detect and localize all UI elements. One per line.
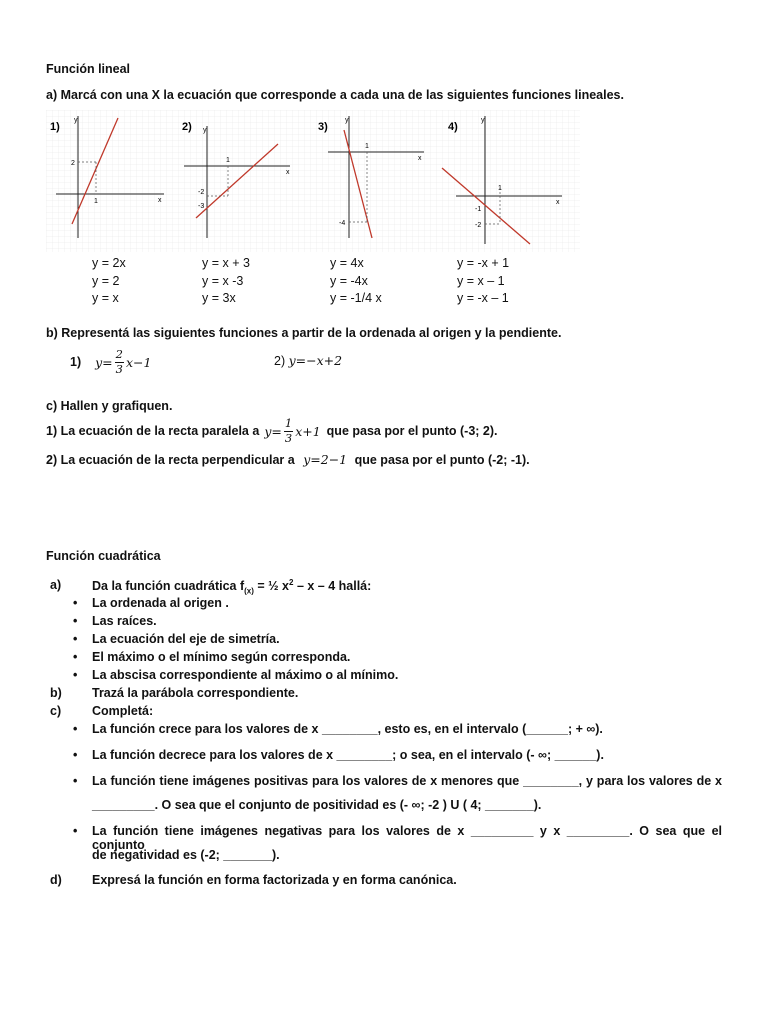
bullet-dot: • xyxy=(73,774,78,788)
graph-2-label: 2) xyxy=(182,121,192,133)
bullet-c-4-text: La función tiene imágenes negativas para los valores de x _________ y x _________. O sea que el conjunto xyxy=(92,824,722,852)
bullet-c-4 xyxy=(73,824,77,838)
graphs-svg xyxy=(46,110,580,252)
bullet-c-3-text: La función tiene imágenes positivas para los valores de x menores que ________, y para los valores de x xyxy=(92,774,722,788)
cuad-d-label: d) xyxy=(50,873,62,887)
bullet-c-2-text: La función decrece para los valores de x ________; o sea, en el intervalo (- ∞; ______). xyxy=(92,748,604,762)
bullet-dot: • xyxy=(73,614,78,628)
cuad-d-text: Expresá la función en forma factorizada y en forma canónica. xyxy=(92,873,457,887)
bullet-a-4 xyxy=(73,650,77,664)
bullet-c-4-cont: de negatividad es (-2; _______). xyxy=(92,848,280,862)
graph-1-axis-x: x xyxy=(158,197,162,204)
b-item-1 xyxy=(70,346,151,378)
bullet-dot: • xyxy=(73,632,78,646)
b1-num: 2 xyxy=(115,347,123,361)
bullet-a-4-text: El máximo o el mínimo según corresponda. xyxy=(92,650,351,664)
graph-3-axis-y: y xyxy=(345,117,349,124)
graph-4-axis-y: y xyxy=(481,117,485,124)
b1-den: 3 xyxy=(115,361,123,376)
cuad-c-text: Completá: xyxy=(92,704,154,718)
c1-den: 3 xyxy=(284,430,293,445)
graph-4-tick-y1: -1 xyxy=(475,206,482,213)
instruction-c: c) Hallen y grafiquen. xyxy=(46,399,173,413)
b1-fraction xyxy=(115,349,124,375)
option-3-3[interactable]: y = -1/4 x xyxy=(330,291,382,305)
graph-3-tick-y: -4 xyxy=(339,220,346,227)
graph-3-axis-x: x xyxy=(418,155,422,162)
cuad-b-label: b) xyxy=(50,686,62,700)
bullet-a-1 xyxy=(73,596,77,610)
cuad-c-label: c) xyxy=(50,704,62,718)
bullet-c-3 xyxy=(73,774,77,788)
bullet-dot: • xyxy=(73,596,78,610)
graph-2-axis-x: x xyxy=(286,169,290,176)
options-col-1 xyxy=(92,255,126,308)
cuad-a-label: a) xyxy=(50,578,62,592)
b1-label: 1) xyxy=(70,355,82,369)
c1-num: 1 xyxy=(284,416,293,430)
b2-label: 2) xyxy=(274,354,286,368)
graph-2-axis-y: y xyxy=(203,127,207,134)
b1-rhs: x−1 xyxy=(126,354,152,370)
cuad-a-post: – x – 4 hallá: xyxy=(293,579,372,594)
graph-4-axis-x: x xyxy=(556,199,560,206)
bullet-dot: • xyxy=(73,824,78,838)
bullet-a-2-text: Las raíces. xyxy=(92,614,157,628)
c-item-2 xyxy=(46,452,530,467)
grid-paper xyxy=(46,110,580,252)
graph-2-tick-y3: -3 xyxy=(198,203,205,210)
instruction-b: b) Representá las siguientes funciones a partir de la ordenada al origen y la pendiente. xyxy=(46,326,562,340)
bullet-a-5 xyxy=(73,668,77,682)
bullet-c-2 xyxy=(73,748,77,762)
graph-4-label: 4) xyxy=(448,121,458,133)
cuad-a-text xyxy=(92,578,371,596)
option-2-3[interactable]: y = 3x xyxy=(202,291,236,305)
b1-lhs: y= xyxy=(95,354,113,370)
option-4-3[interactable]: y = -x – 1 xyxy=(457,291,509,305)
bullet-c-1 xyxy=(73,722,77,736)
option-2-1[interactable]: y = x + 3 xyxy=(202,256,250,270)
c2-expr: y=2−1 xyxy=(303,452,348,467)
bullet-dot: • xyxy=(73,748,78,762)
graph-1-label: 1) xyxy=(50,121,60,133)
bullet-a-5-text: La abscisa correspondiente al máximo o al mínimo. xyxy=(92,668,399,682)
option-3-1[interactable]: y = 4x xyxy=(330,256,364,270)
bullet-dot: • xyxy=(73,650,78,664)
title-funcion-lineal: Función lineal xyxy=(46,62,131,76)
options-col-2 xyxy=(202,255,250,308)
c1-rhs: x+1 xyxy=(295,423,321,439)
option-1-2[interactable]: y = 2 xyxy=(92,273,120,288)
c1-pre: 1) La ecuación de la recta paralela a xyxy=(46,424,260,438)
graph-1-tick-x: 1 xyxy=(94,198,98,205)
bullet-a-2 xyxy=(73,614,77,628)
options-col-4 xyxy=(457,255,509,308)
graph-1-tick-y: 2 xyxy=(71,160,75,167)
c1-lhs: y= xyxy=(264,423,282,439)
title-funcion-cuadratica: Función cuadrática xyxy=(46,549,161,563)
instruction-a: a) Marcá con una X la ecuación que corresponde a cada una de las siguientes funciones lineales. xyxy=(46,88,624,102)
option-4-2[interactable]: y = x – 1 xyxy=(457,273,505,288)
option-2-2[interactable]: y = x -3 xyxy=(202,273,244,288)
graph-2-tick-y2: -2 xyxy=(198,189,205,196)
graph-3-label: 3) xyxy=(318,121,328,133)
options-col-3 xyxy=(330,255,382,308)
c1-post: que pasa por el punto (-3; 2). xyxy=(326,424,498,438)
bullet-c-3-cont: _________. O sea que el conjunto de positividad es (- ∞; -2 ) U ( 4; _______). xyxy=(92,798,542,812)
c-item-1 xyxy=(46,414,498,448)
bullet-c-1-text: La función crece para los valores de x ________, esto es, en el intervalo (______; + ∞). xyxy=(92,722,603,736)
graphs-strip xyxy=(46,110,580,252)
cuad-a-sub: (x) xyxy=(244,586,254,596)
c2-pre: 2) La ecuación de la recta perpendicular a xyxy=(46,453,295,467)
c2-post: que pasa por el punto (-2; -1). xyxy=(354,453,530,467)
c1-fraction xyxy=(284,418,293,444)
graph-4-tick-x: 1 xyxy=(498,185,502,192)
cuad-a-mid: = ½ x xyxy=(253,579,290,594)
bullet-a-3 xyxy=(73,632,77,646)
cuad-a-pre: Da la función cuadrática f xyxy=(92,579,245,594)
bullet-dot: • xyxy=(73,722,78,736)
option-4-1[interactable]: y = -x + 1 xyxy=(457,256,510,270)
b2-expr: y=−x+2 xyxy=(288,353,343,368)
option-3-2[interactable]: y = -4x xyxy=(330,273,368,288)
option-1-1[interactable]: y = 2x xyxy=(92,256,126,270)
bullet-a-1-text: La ordenada al origen . xyxy=(92,596,229,610)
graph-4-tick-y2: -2 xyxy=(475,222,482,229)
bullet-a-3-text: La ecuación del eje de simetría. xyxy=(92,632,280,646)
option-1-3[interactable]: y = x xyxy=(92,291,119,305)
bullet-dot: • xyxy=(73,668,78,682)
graph-1-axis-y: y xyxy=(74,117,78,124)
b-item-2 xyxy=(274,353,342,368)
graph-3-tick-x: 1 xyxy=(365,143,369,150)
cuad-b-text: Trazá la parábola correspondiente. xyxy=(92,686,299,700)
cuad-a-sup: 2 xyxy=(289,578,294,587)
graph-2-tick-y1: 1 xyxy=(226,157,230,164)
